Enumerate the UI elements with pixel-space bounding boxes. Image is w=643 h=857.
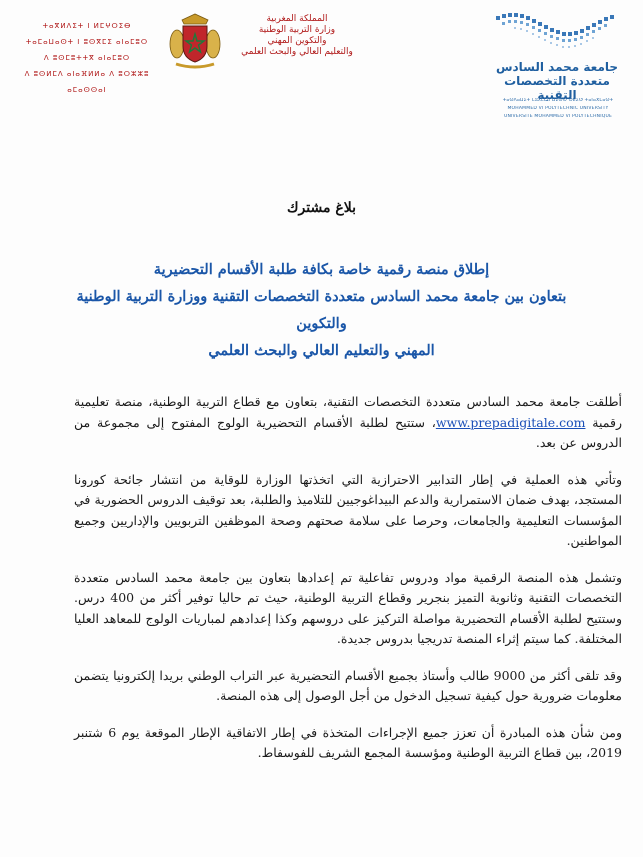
ministry-line: والتكوين المهني [267, 36, 327, 46]
ministry-line: والتعليم العالي والبحث العلمي [241, 47, 353, 57]
paragraph-context: وتأتي هذه العملية في إطار التدابير الاحترازية التي اتخذتها الوزارة للوقاية من انتشار جائحة كورونا المستجد، بهدف ضمان الاستمرارية والدعم البيداغوجيين للتلاميذ والطلبة، بعد توقيف الدروس الحضورية في المؤسسات التعليمية والجامعات، وحرصا على سلامة صحتهم وصحة الموظفين التربويين والإداريين وجميع المواطنين. [74, 471, 622, 548]
document-title [60, 256, 583, 364]
paragraph-content: وتشمل هذه المنصة الرقمية مواد ودروس تفاعلية تم إعدادها بتعاون بين جامعة محمد السادس متعددة التخصصات التقنية وثانوية التميز بنجرير وقطاع التربية الوطنية، حيث تم حاليا توفير أكثر من 400 درس. وستتيح لطلبة الأقسام التحضيرية مواصلة التركيز على دروسهم وكذا إعدادهم لمباريات الولوج للمعاهد العليا المختلفة. كما سيتم إثراء المنصة تدريجيا بدروس جديدة. [74, 569, 622, 646]
tifinagh-line: ⵜⴰⵎⴰⵡⴰⵙⵜ ⵏ ⵓⵙⴳⵎⵉ ⴰⵏⴰⵎⵓⵔ [25, 38, 149, 46]
title-line: بتعاون بين جامعة محمد السادس متعددة التخصصات التقنية ووزارة التربية الوطنية والتكوين [76, 288, 567, 332]
title-line: إطلاق منصة رقمية خاصة بكافة طلبة الأقسام التحضيرية [153, 261, 490, 278]
ministry-name-tifinagh [12, 18, 162, 98]
university-name-french: UNIVERSITÉ MOHAMMED VI POLYTECHNIQUE [503, 114, 613, 119]
paragraph-reach: وقد تلقى أكثر من 9000 طالب وأستاذ بجميع الأقسام التحضيرية عبر التراب الوطني بريدا إلكترونيا يتضمن معلومات ضرورية حول كيفية تسجيل الدخول من أجل الوصول إلى هذه المنصة. [74, 667, 622, 703]
tifinagh-line: ⴷ ⵓⵙⵎⵓⵜⵜⴳ ⴰⵏⴰⵎⵓⵔ [43, 54, 131, 62]
title-line: المهني والتعليم العالي والبحث العلمي [208, 342, 435, 359]
paragraph-text: أطلقت جامعة محمد السادس متعددة التخصصات التقنية، بتعاون مع قطاع التربية الوطنية، منصة تعليمية رقمية [74, 394, 623, 430]
tifinagh-line: ⴷ ⵓⵙⵍⵎⴷ ⴰⵏⴰⴼⵍⵍⴰ ⴷ ⵓⵔⵣⵣⵓ ⴰⵎⴰⵙⵙⴰⵏ [24, 70, 150, 94]
document-body [74, 392, 622, 780]
platform-link[interactable]: www.prepadigitale.com [435, 414, 586, 430]
royal-emblem-icon [168, 12, 222, 72]
ministry-line: المملكة المغربية [266, 14, 328, 24]
paragraph-agreement: ومن شأن هذه المبادرة أن تعزز جميع الإجراءات المتخذة في إطار الاتفاقية الإطار الموقعة يوم 6 شتنبر 2019، بين قطاع التربية الوطنية ومؤسسة المجمع الشريف للفوسفاط. [74, 724, 622, 760]
university-name-arabic: جامعة محمد السادس متعددة التخصصات التقنية [495, 60, 619, 102]
wave-grid-icon [492, 10, 624, 60]
university-name-english: MOHAMMED VI POLYTECHNIC UNIVERSITY [507, 106, 609, 111]
ministry-line: وزارة التربية الوطنية [258, 25, 336, 35]
document-heading: بلاغ مشترك [287, 200, 356, 216]
university-logo [492, 10, 624, 128]
paragraph-launch [74, 392, 622, 454]
university-name-tifinagh: ⵜⴰⵙⴷⴰⵡⵉⵜ ⵎⵓⵃⵎⵎⴷ ⵡⵉⵙⵙ ⵚⴹⵉⵚ ⵜⴰⵏⴰⴳⵎⴰⵙⵜ [502, 98, 614, 103]
tifinagh-line: ⵜⴰⴳⵍⴷⵉⵜ ⵏ ⵍⵎⵖⵔⵉⴱ [42, 22, 132, 30]
paragraph-text: ، ستتيح لطلبة الأقسام التحضيرية الولوج المفتوح إلى مجموعة من الدروس عن بعد. [74, 414, 622, 450]
ministry-name [222, 14, 372, 58]
